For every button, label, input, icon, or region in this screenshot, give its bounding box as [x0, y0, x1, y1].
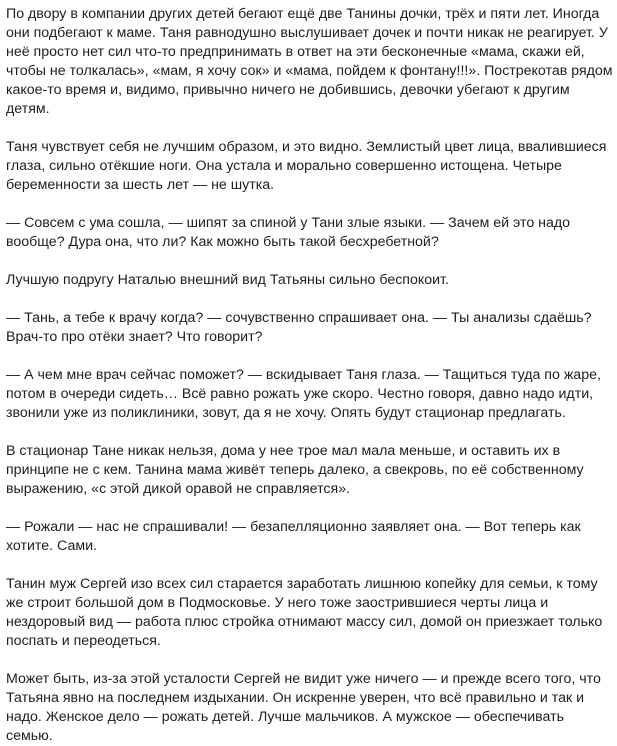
- article-body: [0, 5, 617, 746]
- paragraph-friend-natalya: Лучшую подругу Наталью внешний вид Татьяны сильно беспокоит.: [6, 272, 449, 288]
- paragraph-mother-in-law: — Рожали — нас не спрашивали! — безапелляционно заявляет она. — Вот теперь как хотите. Сами.: [6, 519, 581, 554]
- paragraph-gossip: — Совсем с ума сошла, — шипят за спиной у Тани злые языки. — Зачем ей это надо вообще? Дура она, что ли? Как можно быть такой бесхребетной?: [6, 215, 571, 250]
- paragraph-hospital: В стационар Тане никак нельзя, дома у нее трое мал мала меньше, и оставить их в принципе не с кем. Танина мама живёт теперь далеко, а свекровь, по её собственному выражению, «с этой дикой оравой не справляется».: [6, 443, 584, 497]
- paragraph-doctor-question: — Тань, а тебе к врачу когда? — сочувственно спрашивает она. — Ты анализы сдаёшь? Врач-то про отёки знает? Что говорит?: [6, 310, 592, 345]
- paragraph-tanya-condition: Таня чувствует себя не лучшим образом, и это видно. Землистый цвет лица, ввалившиеся глаза, сильно отёкшие ноги. Она устала и морально совершенно истощена. Четыре беременности за шесть лет — не шутка.: [6, 139, 607, 193]
- paragraph-tanya-reply: — А чем мне врач сейчас поможет? — вскидывает Таня глаза. — Тащиться туда по жаре, потом в очереди сидеть… Всё равно рожать уже скоро. Честно говоря, давно надо идти, звонили уже из поликлиники, зовут, да я не хочу. Опять будут стационар предлагать.: [6, 367, 601, 421]
- paragraph-children-playing: По двору в компании других детей бегают ещё две Танины дочки, трёх и пяти лет. Иногда они подбегают к маме. Таня равнодушно выслушивает дочек и почти никак не реагирует. У неё просто нет сил что-то предпринимать в ответ на эти бесконечные «мама, скажи ей, чтобы не толкалась», «мам, я хочу сок» и «мама, пойдем к фонтану!!!». Пострекотав рядом какое-то время и, видимо, привычно ничего не добившись, девочки убегают к другим детям.: [6, 6, 613, 117]
- paragraph-husband-sergey: Танин муж Сергей изо всех сил старается заработать лишнюю копейку для семьи, к тому же строит большой дом в Подмосковье. У него тоже заострившиеся черты лица и нездоровый вид — работа плюс стройка отнимают массу сил, домой он приезжает только поспать и переодеться.: [6, 576, 603, 649]
- paragraph-sergey-tired: Может быть, из-за этой усталости Сергей не видит уже ничего — и прежде всего того, что Татьяна явно на последнем издыхании. Он искренне уверен, что всё правильно и так и надо. Женское дело — рожать детей. Лучше мальчиков. А мужское — обеспечивать семью.: [6, 671, 601, 744]
